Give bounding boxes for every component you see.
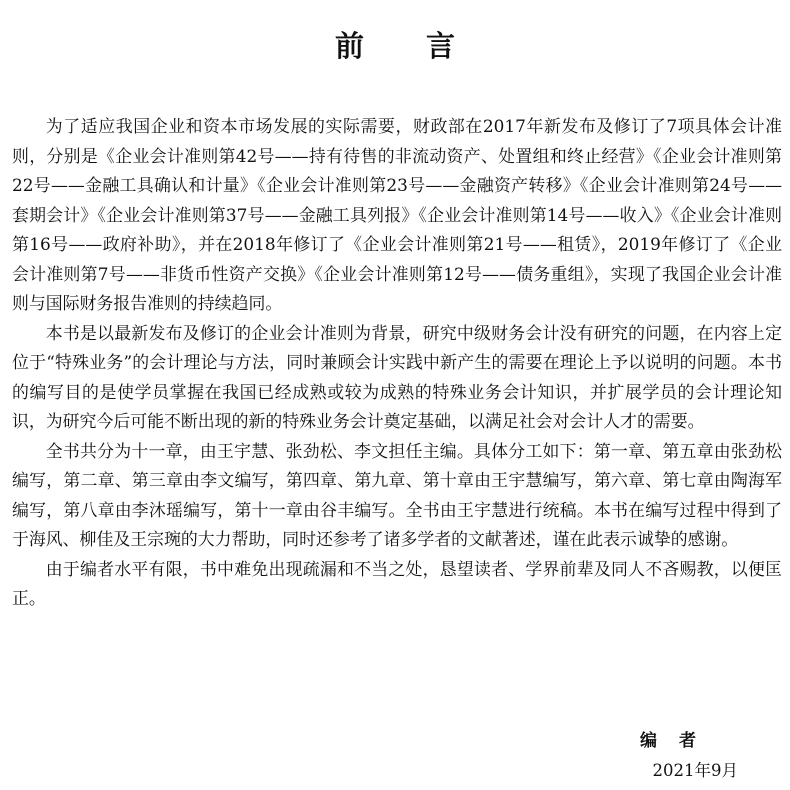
paragraph-2: 本书是以最新发布及修订的企业会计准则为背景，研究中级财务会计没有研究的问题，在内容上定位于“特殊业务”的会计理论与方法，同时兼顾会计实践中新产生的需要在理论上予以说明的问题。本书的编写目的是使学员掌握在我国已经成熟或较为成熟的特殊业务会计知识，并扩展学员的会计理论知识，为研究今后可能不断出现的新的特殊业务会计奠定基础，以满足社会对会计人才的需要。	[12, 322, 782, 431]
signature-date: 2021年9月	[652, 761, 738, 780]
paragraph-4: 由于编者水平有限，书中难免出现疏漏和不当之处，恳望读者、学界前辈及同人不吝赐教，以便匡正。	[12, 558, 782, 608]
page-title: 前言	[334, 29, 517, 63]
preface-body	[12, 112, 782, 614]
paragraph-3: 全书共分为十一章，由王宇慧、张劲松、李文担任主编。具体分工如下：第一章、第五章由张劲松编写，第二章、第三章由李文编写，第四章、第九章、第十章由王宇慧编写，第六章、第七章由陶海军编写，第八章由李沐瑶编写，第十一章由谷丰编写。全书由王宇慧进行统稿。本书在编写过程中得到了于海风、柳佳及王宗琬的大力帮助，同时还参考了诸多学者的文献著述，谨在此表示诚挚的感谢。	[12, 440, 782, 549]
signature-author: 编者	[640, 731, 718, 751]
paragraph-1: 为了适应我国企业和资本市场发展的实际需要，财政部在2017年新发布及修订了7项具体会计准则，分别是《企业会计准则第42号——持有待售的非流动资产、处置组和终止经营》《企业会计准则第22号——金融工具确认和计量》《企业会计准则第23号——金融资产转移》《企业会计准则第24号——套期会计》《企业会计准则第37号——金融工具列报》《企业会计准则第14号——收入》《企业会计准则第16号——政府补助》，并在2018年修订了《企业会计准则第21号——租赁》，2019年修订了《企业会计准则第7号——非货币性资产交换》《企业会计准则第12号——债务重组》，实现了我国企业会计准则与国际财务报告准则的持续趋同。	[12, 116, 782, 313]
